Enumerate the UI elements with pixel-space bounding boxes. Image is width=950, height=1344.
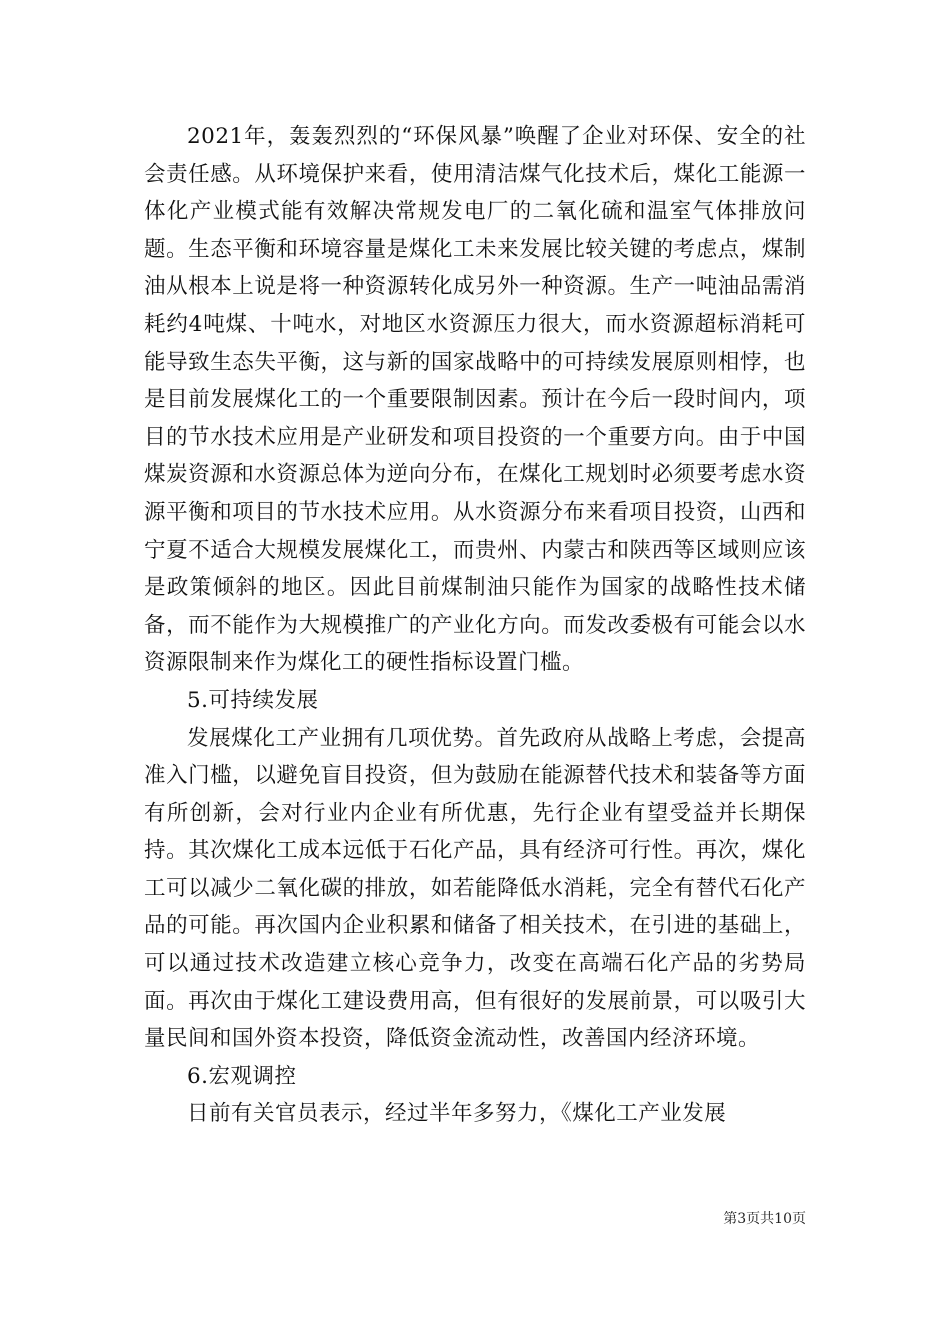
paragraph-macro-control: 日前有关官员表示，经过半年多努力，《煤化工产业发展 (187, 1101, 727, 1127)
page-number: 第3页共10页 (723, 1211, 806, 1227)
document-body (144, 118, 806, 1133)
paragraph-advantages: 发展煤化工产业拥有几项优势。首先政府从战略上考虑，会提高准入门槛，以避免盲目投资，但为鼓励在能源替代技术和装备等方面有所创新，会对行业内企业有所优惠，先行企业有望受益并长期保持。其次煤化工成本远低于石化产品，具有经济可行性。再次，煤化工可以减少二氧化碳的排放，如若能降低水消耗，完全有替代石化产品的可能。再次国内企业积累和储备了相关技术，在引进的基础上，可以通过技术改造建立核心竞争力，改变在高端石化产品的劣势局面。再次由于煤化工建设费用高，但有很好的发展前景，可以吸引大量民间和国外资本投资，降低资金流动性，改善国内经济环境。 (144, 725, 806, 1052)
section-heading-sustainable-development: 5.可持续发展 (187, 687, 319, 713)
paragraph-environment: 2021年，轰轰烈烈的“环保风暴”唤醒了企业对环保、安全的社会责任感。从环境保护来看，使用清洁煤气化技术后，煤化工能源一体化产业模式能有效解决常规发电厂的二氧化硫和温室气体排放问题。生态平衡和环境容量是煤化工未来发展比较关键的考虑点，煤制油从根本上说是将一种资源转化成另外一种资源。生产一吨油品需消耗约4吨煤、十吨水，对地区水资源压力很大，而水资源超标消耗可能导致生态失平衡，这与新的国家战略中的可持续发展原则相悖，也是目前发展煤化工的一个重要限制因素。预计在今后一段时间内，项目的节水技术应用是产业研发和项目投资的一个重要方向。由于中国煤炭资源和水资源总体为逆向分布，在煤化工规划时必须要考虑水资源平衡和项目的节水技术应用。从水资源分布来看项目投资，山西和宁夏不适合大规模发展煤化工，而贵州、内蒙古和陕西等区域则应该是政策倾斜的地区。因此目前煤制油只能作为国家的战略性技术储备，而不能作为大规模推广的产业化方向。而发改委极有可能会以水资源限制来作为煤化工的硬性指标设置门槛。 (144, 124, 806, 676)
section-heading-macro-control: 6.宏观调控 (187, 1063, 297, 1089)
